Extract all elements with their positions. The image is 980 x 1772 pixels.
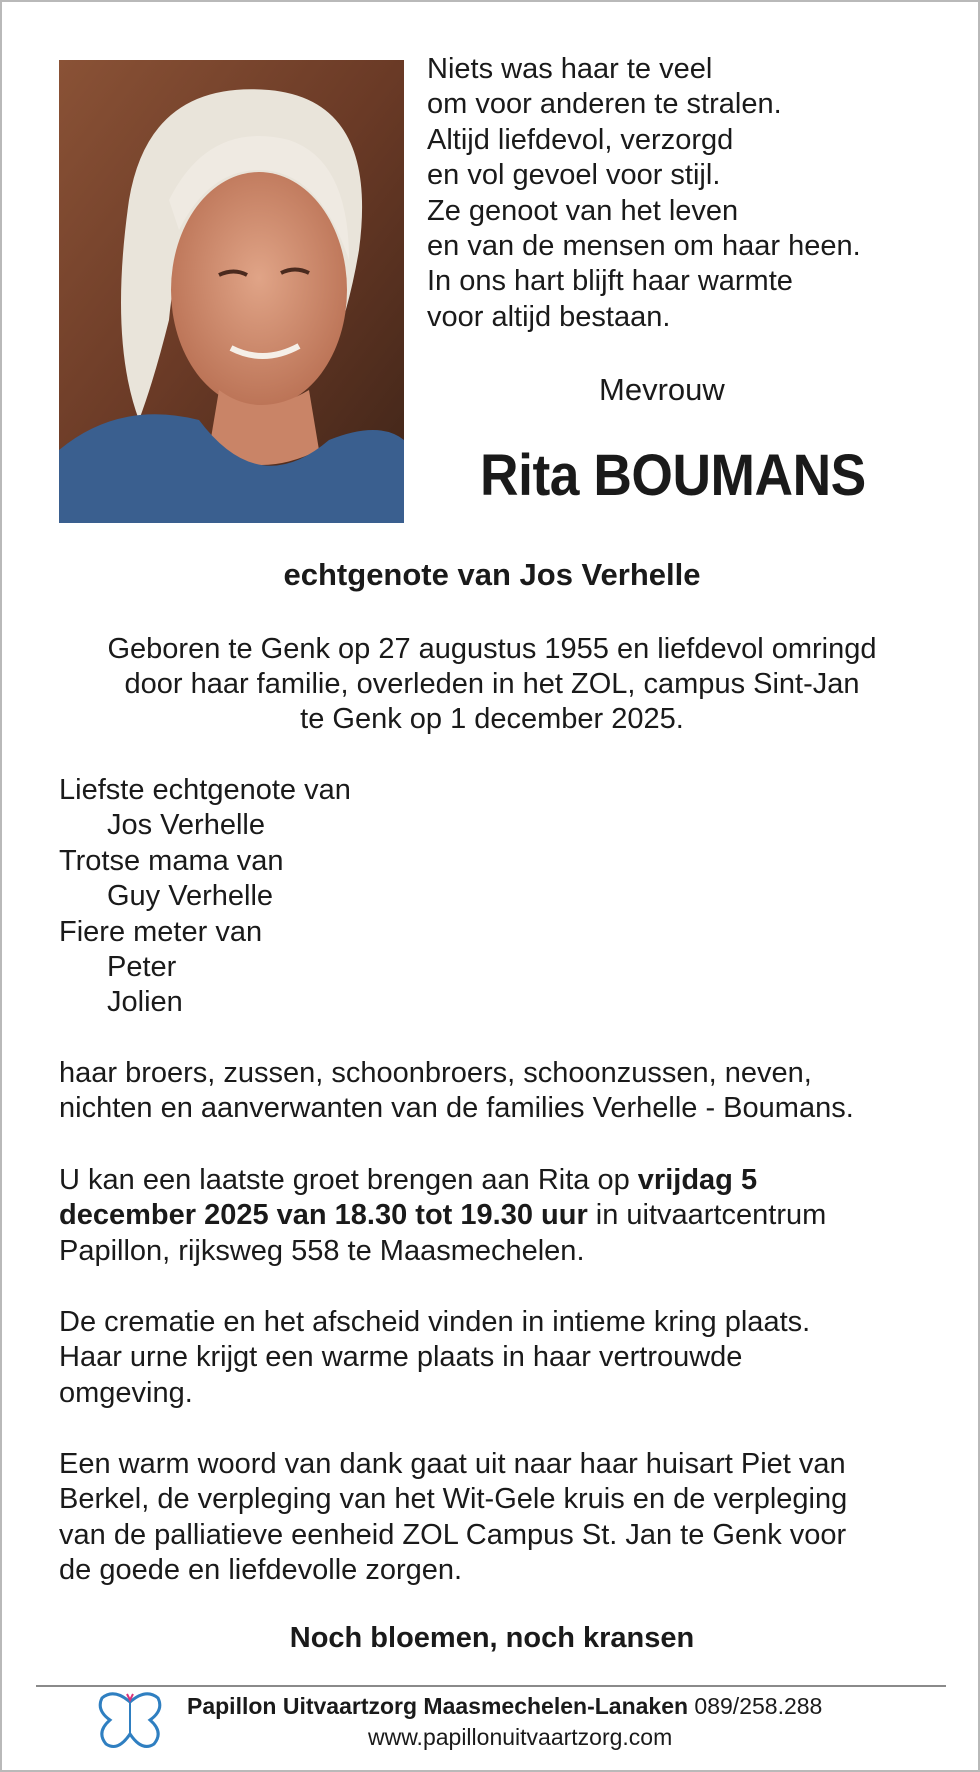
family-member: Jos Verhelle: [107, 809, 265, 842]
paragraph-line: [59, 1198, 826, 1233]
portrait-photo: [59, 60, 404, 523]
paragraph-line: Haar urne krijgt een warme plaats in haar vertrouwde: [59, 1341, 743, 1374]
funeral-home-website[interactable]: www.papillonuitvaartzorg.com: [368, 1724, 673, 1750]
paragraph-line: Papillon, rijksweg 558 te Maasmechelen.: [59, 1234, 585, 1267]
family-list: [59, 773, 351, 1021]
family-role: Fiere meter van: [59, 915, 263, 948]
paragraph-line: haar broers, zussen, schoonbroers, schoonzussen, neven,: [59, 1057, 812, 1089]
visit-text: in uitvaartcentrum: [587, 1199, 827, 1232]
family-member: Jolien: [107, 986, 183, 1019]
paragraph-line: [59, 1163, 826, 1198]
visit-time: december 2025 van 18.30 tot 19.30 uur: [59, 1199, 588, 1232]
info-line: door haar familie, overleden in het ZOL, campus Sint-Jan: [124, 668, 860, 700]
flowers-notice: Noch bloemen, noch kransen: [289, 1622, 695, 1654]
portrait-illustration: [59, 60, 404, 523]
family-role: Liefste echtgenote van: [59, 774, 351, 806]
visitation-paragraph: [59, 1163, 826, 1269]
poem-line: Altijd liefdevol, verzorgd: [427, 123, 734, 156]
family-member: Guy Verhelle: [107, 880, 274, 913]
poem-line: en van de mensen om haar heen.: [427, 230, 861, 263]
deceased-name: Rita BOUMANS: [480, 443, 866, 508]
poem-line: om voor anderen te stralen.: [427, 88, 782, 121]
info-line: Geboren te Genk op 27 augustus 1955 en liefdevol omringd: [107, 633, 877, 665]
visit-text: U kan een laatste groet brengen aan Rita op: [59, 1164, 638, 1196]
poem-line: Ze genoot van het leven: [427, 194, 739, 227]
paragraph-line: van de palliatieve eenheid ZOL Campus St. Jan te Genk voor: [59, 1518, 847, 1551]
paragraph-line: nichten en aanverwanten van de families Verhelle - Boumans.: [59, 1092, 854, 1125]
spouse-line: echtgenote van Jos Verhelle: [283, 557, 701, 592]
paragraph-line: Een warm woord van dank gaat uit naar haar huisart Piet van: [59, 1448, 846, 1480]
paragraph-line: omgeving.: [59, 1376, 193, 1409]
family-role: Trotse mama van: [59, 844, 284, 877]
funeral-home-name: Papillon Uitvaartzorg Maasmechelen-Lanaken: [187, 1693, 689, 1719]
poem: [427, 52, 861, 335]
footer-divider: [36, 1685, 946, 1687]
honorific: Mevrouw: [599, 372, 725, 407]
poem-line: In ons hart blijft haar warmte: [427, 265, 793, 298]
poem-line: voor altijd bestaan.: [427, 300, 671, 333]
poem-line: en vol gevoel voor stijl.: [427, 159, 721, 192]
info-line: te Genk op 1 december 2025.: [300, 703, 684, 735]
visit-date: vrijdag 5: [637, 1164, 758, 1196]
butterfly-logo-icon: [94, 1688, 166, 1756]
paragraph-line: Berkel, de verpleging van het Wit-Gele kruis en de verpleging: [59, 1483, 848, 1516]
thanks-paragraph: [59, 1447, 847, 1589]
cremation-paragraph: [59, 1305, 810, 1411]
paragraph-line: de goede en liefdevolle zorgen.: [59, 1554, 463, 1587]
poem-line: Niets was haar te veel: [427, 53, 713, 85]
birth-death-info: [2, 632, 980, 737]
funeral-home-phone: 089/258.288: [688, 1693, 823, 1719]
paragraph-line: De crematie en het afscheid vinden in intieme kring plaats.: [59, 1306, 811, 1338]
family-member: Peter: [107, 951, 177, 984]
relatives-paragraph: [59, 1056, 854, 1127]
funeral-home-line: [187, 1693, 822, 1720]
